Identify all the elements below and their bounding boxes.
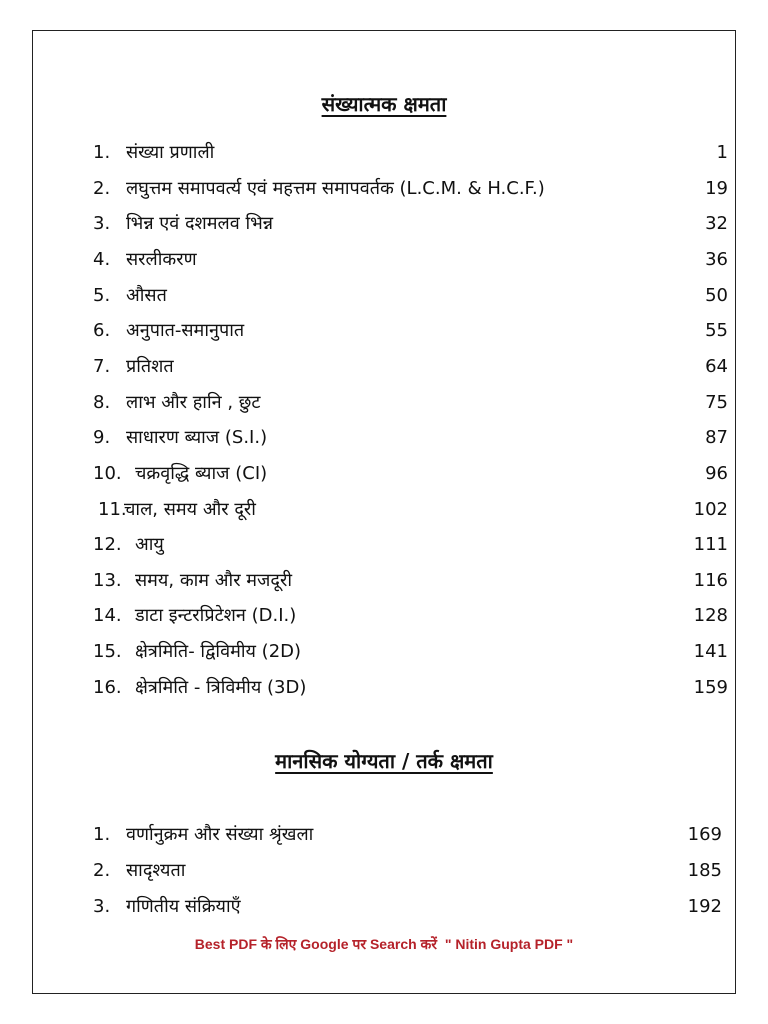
toc-number: 15. [93,641,122,662]
toc-page: 169 [687,824,722,845]
toc-title: क्षेत्रमिति - त्रिविमीय (3D) [135,677,307,698]
toc-title: अनुपात-समानुपात [126,320,245,341]
section-heading-numerical-ability: संख्यात्मक क्षमता [321,92,447,116]
toc-title: समय, काम और मजदूरी [135,570,292,591]
toc-title: भिन्न एवं दशमलव भिन्न [126,213,274,234]
toc-page: 1 [716,142,728,163]
toc-page: 87 [705,427,728,448]
toc-row[interactable] [0,638,768,666]
toc-row[interactable] [0,389,768,417]
toc-title: सरलीकरण [126,249,197,270]
toc-page: 159 [693,677,728,698]
toc-number: 16. [93,677,122,698]
toc-number: 3. [93,896,111,917]
toc-row[interactable] [0,353,768,381]
footer-promo-text: Best PDF के लिए Google पर Search करें " Nitin Gupta PDF " [194,936,574,952]
toc-number: 9. [93,427,111,448]
toc-title: प्रतिशत [126,356,174,377]
toc-title: डाटा इन्टरप्रिटेशन (D.I.) [135,605,297,626]
toc-title: चक्रवृद्धि ब्याज (CI) [135,463,268,484]
toc-row[interactable] [0,175,768,203]
toc-number: 8. [93,392,111,413]
toc-number: 10. [93,463,122,484]
toc-title: औसत [126,285,167,306]
toc-page: 75 [705,392,728,413]
toc-number: 7. [93,356,111,377]
toc-number: 2. [93,178,111,199]
toc-page: 116 [693,570,728,591]
toc-number: 14. [93,605,122,626]
toc-row[interactable] [0,460,768,488]
toc-number: 2. [93,860,111,881]
toc-page: 128 [693,605,728,626]
toc-title: सादृश्यता [126,860,186,881]
toc-row[interactable] [0,496,768,524]
toc-title: लघुत्तम समापवर्त्य एवं महत्तम समापवर्तक (L.C.M. & H.C.F.) [126,178,545,199]
toc-row[interactable] [0,282,768,310]
toc-title: आयु [135,534,164,555]
toc-row[interactable] [0,602,768,630]
toc-row[interactable] [0,567,768,595]
toc-row[interactable] [0,531,768,559]
toc-page: 36 [705,249,728,270]
toc-title: चाल, समय और दूरी [124,499,256,520]
section-heading-mental-ability: मानसिक योग्यता / तर्क क्षमता [275,749,493,773]
toc-row[interactable] [0,246,768,274]
toc-number: 5. [93,285,111,306]
toc-row[interactable] [0,857,768,885]
toc-page: 192 [687,896,722,917]
toc-page: 185 [687,860,722,881]
toc-row[interactable] [0,317,768,345]
toc-number: 11. [98,499,127,520]
toc-number: 4. [93,249,111,270]
toc-page: 50 [705,285,728,306]
toc-number: 6. [93,320,111,341]
toc-number: 1. [93,142,111,163]
toc-title: साधारण ब्याज (S.I.) [126,427,268,448]
toc-title: वर्णानुक्रम और संख्या श्रृंखला [126,824,314,845]
toc-number: 1. [93,824,111,845]
toc-page: 96 [705,463,728,484]
toc-row[interactable] [0,210,768,238]
toc-number: 13. [93,570,122,591]
toc-row[interactable] [0,424,768,452]
toc-title: लाभ और हानि , छुट [126,392,261,413]
toc-number: 12. [93,534,122,555]
toc-number: 3. [93,213,111,234]
toc-page: 32 [705,213,728,234]
toc-title: क्षेत्रमिति- द्विविमीय (2D) [135,641,302,662]
toc-page: 141 [693,641,728,662]
toc-row[interactable] [0,674,768,702]
toc-page: 102 [693,499,728,520]
toc-title: संख्या प्रणाली [126,142,215,163]
toc-row[interactable] [0,139,768,167]
toc-row[interactable] [0,821,768,849]
toc-page: 19 [705,178,728,199]
toc-row[interactable] [0,893,768,921]
toc-page: 64 [705,356,728,377]
toc-title: गणितीय संक्रियाएँ [126,896,241,917]
toc-page: 55 [705,320,728,341]
toc-page: 111 [693,534,728,555]
